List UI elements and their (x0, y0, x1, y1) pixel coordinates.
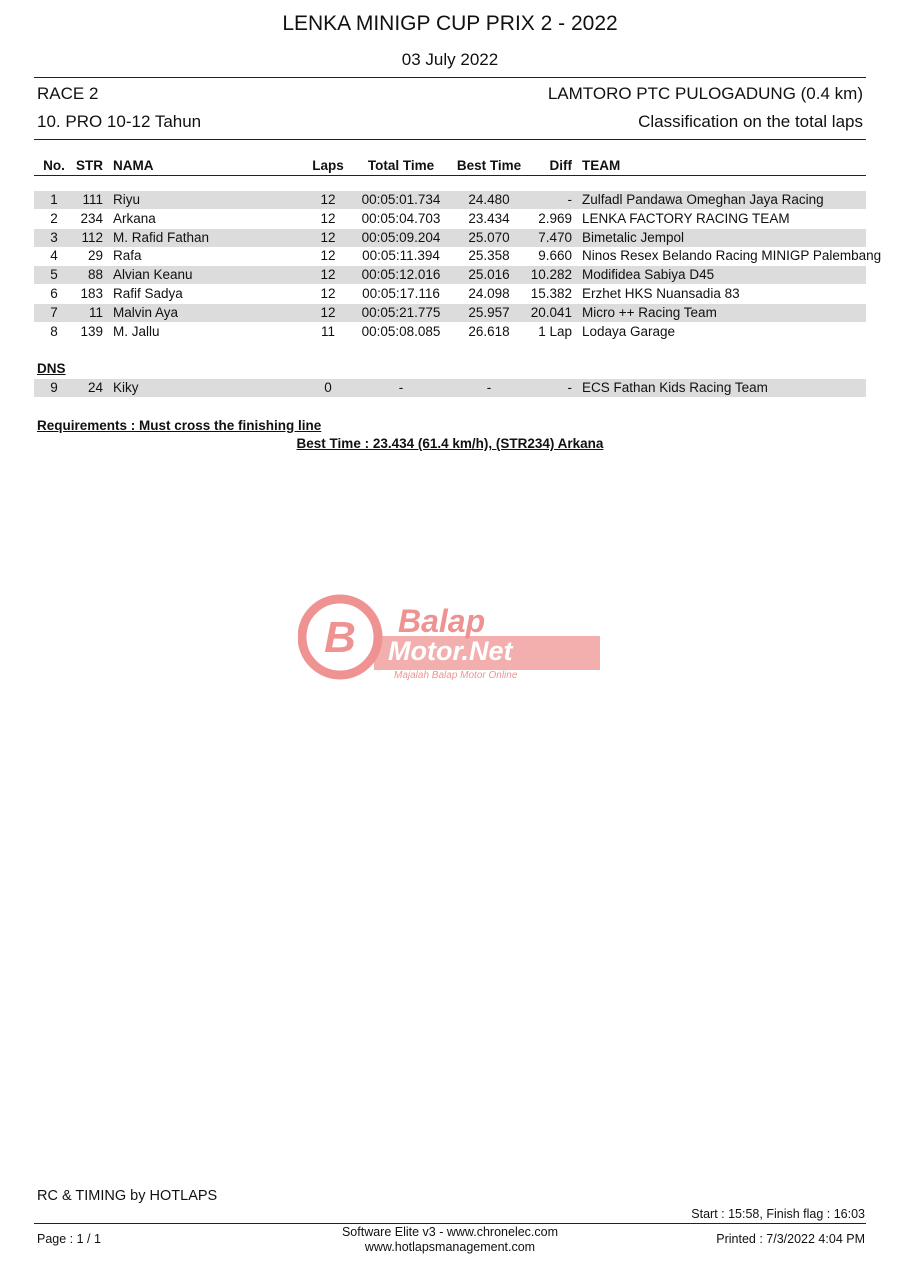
dns-heading: DNS (37, 361, 66, 376)
cell-total-time: 00:05:17.116 (362, 286, 440, 301)
cell-str: 112 (81, 229, 103, 245)
cell-team: Micro ++ Racing Team (582, 304, 717, 320)
table-row (34, 191, 866, 209)
cell-laps: 12 (320, 210, 336, 226)
cell-total-time: 00:05:11.394 (362, 248, 440, 264)
table-row (34, 229, 866, 247)
cell-name: Rafa (113, 248, 142, 264)
cell-no: 4 (50, 248, 58, 264)
best-time-summary: Best Time : 23.434 (61.4 km/h), (STR234) Arkana (296, 436, 604, 451)
cell-no: 8 (50, 323, 58, 339)
cell-name: Rafif Sadya (113, 286, 183, 301)
subheader-divider (34, 139, 866, 140)
timing-credit: RC & TIMING by HOTLAPS (37, 1188, 218, 1204)
cell-name: M. Jallu (113, 323, 160, 339)
cell-name: Malvin Aya (113, 304, 179, 320)
cell-best-time: 24.480 (468, 192, 510, 207)
cell-str: 139 (80, 323, 103, 339)
table-header-divider (34, 175, 866, 176)
requirements-note: Requirements : Must cross the finishing line (37, 418, 322, 433)
col-total-time: Total Time (367, 158, 435, 173)
cell-name: Alvian Keanu (113, 267, 193, 283)
cell-str: 183 (80, 286, 103, 301)
watermark-brand-bottom: Motor.Net (388, 636, 513, 666)
cell-no: 7 (50, 304, 58, 320)
cell-no: 9 (50, 380, 58, 395)
cell-laps: 0 (324, 380, 332, 395)
cell-diff: 20.041 (530, 304, 572, 320)
cell-str: 88 (87, 267, 103, 283)
cell-no: 5 (50, 267, 58, 283)
cell-total-time: 00:05:08.085 (361, 323, 441, 339)
cell-str: 111 (82, 192, 103, 207)
cell-diff: 2.969 (538, 210, 572, 226)
logo-letter-b-icon: B (324, 613, 356, 662)
cell-diff: - (567, 192, 572, 207)
cell-laps: 11 (320, 323, 335, 339)
cell-str: 24 (87, 380, 103, 395)
watermark-tagline: Majalah Balap Motor Online (394, 670, 518, 681)
col-name: NAMA (113, 158, 154, 173)
page-number: Page : 1 / 1 (37, 1232, 101, 1246)
cell-team: LENKA FACTORY RACING TEAM (582, 210, 790, 226)
cell-best-time: 23.434 (468, 210, 510, 226)
cell-best-time: 26.618 (468, 323, 510, 339)
table-row (34, 285, 866, 303)
cell-best-time: - (486, 380, 492, 395)
cell-laps: 12 (320, 248, 336, 264)
printed-timestamp: Printed : 7/3/2022 4:04 PM (716, 1232, 865, 1246)
watermark-logo (298, 592, 604, 682)
header-divider (34, 77, 866, 78)
cell-team: Lodaya Garage (582, 323, 676, 339)
cell-total-time: 00:05:21.775 (361, 304, 441, 320)
document-title: LENKA MINIGP CUP PRIX 2 - 2022 (282, 12, 618, 35)
cell-laps: 12 (320, 192, 336, 207)
cell-str: 11 (88, 304, 103, 320)
cell-total-time: - (398, 380, 404, 395)
cell-name: Kiky (113, 380, 139, 395)
cell-str: 29 (87, 248, 103, 264)
col-team: TEAM (582, 158, 621, 173)
cell-diff: - (567, 380, 572, 395)
cell-no: 3 (50, 229, 58, 245)
cell-no: 6 (50, 286, 58, 301)
col-diff: Diff (549, 158, 572, 173)
cell-total-time: 00:05:01.734 (361, 192, 441, 207)
table-row (34, 266, 866, 284)
category-label: 10. PRO 10-12 Tahun (37, 112, 202, 131)
col-best-time: Best Time (456, 158, 522, 173)
cell-team: Modifidea Sabiya D45 (582, 267, 715, 283)
cell-best-time: 25.016 (468, 267, 510, 283)
table-row (34, 323, 866, 341)
table-row (34, 379, 866, 397)
software-line-1: Software Elite v3 - www.chronelec.com (341, 1225, 559, 1239)
footer-divider (34, 1223, 866, 1224)
cell-total-time: 00:05:04.703 (361, 210, 441, 226)
start-finish-time: Start : 15:58, Finish flag : 16:03 (691, 1207, 865, 1221)
cell-laps: 12 (320, 229, 336, 245)
cell-best-time: 24.098 (468, 286, 510, 301)
race-label: RACE 2 (37, 84, 99, 103)
cell-diff: 15.382 (530, 286, 572, 301)
cell-name: Riyu (113, 192, 141, 207)
cell-team: Erzhet HKS Nuansadia 83 (582, 286, 740, 301)
table-row (34, 210, 866, 228)
cell-total-time: 00:05:09.204 (361, 229, 441, 245)
table-row (34, 247, 882, 265)
cell-diff: 9.660 (538, 248, 572, 264)
table-row (34, 304, 866, 322)
col-str: STR (76, 158, 103, 173)
col-laps: Laps (312, 158, 344, 173)
cell-total-time: 00:05:12.016 (361, 267, 441, 283)
cell-team: Ninos Resex Belando Racing MINIGP Palembang (582, 248, 882, 264)
classification-label: Classification on the total laps (638, 112, 863, 131)
cell-str: 234 (80, 210, 103, 226)
cell-no: 2 (50, 210, 58, 226)
cell-laps: 12 (320, 304, 336, 320)
circuit-name: LAMTORO PTC PULOGADUNG (0.4 km) (547, 84, 863, 103)
cell-team: ECS Fathan Kids Racing Team (582, 380, 768, 395)
cell-best-time: 25.957 (468, 304, 510, 320)
cell-name: M. Rafid Fathan (113, 229, 210, 245)
cell-diff: 7.470 (538, 229, 572, 245)
cell-name: Arkana (113, 210, 156, 226)
cell-laps: 12 (320, 286, 336, 301)
cell-no: 1 (50, 192, 58, 207)
cell-team: Zulfadl Pandawa Omeghan Jaya Racing (582, 192, 824, 207)
cell-best-time: 25.070 (468, 229, 510, 245)
cell-team: Bimetalic Jempol (582, 229, 685, 245)
cell-best-time: 25.358 (468, 248, 510, 264)
watermark-brand-top: Balap (398, 603, 486, 639)
software-line-2: www.hotlapsmanagement.com (364, 1240, 536, 1254)
cell-diff: 1 Lap (538, 323, 572, 339)
col-no: No. (43, 158, 65, 173)
table-header (34, 157, 866, 175)
cell-laps: 12 (320, 267, 336, 283)
event-date: 03 July 2022 (401, 50, 499, 69)
cell-diff: 10.282 (530, 267, 572, 283)
